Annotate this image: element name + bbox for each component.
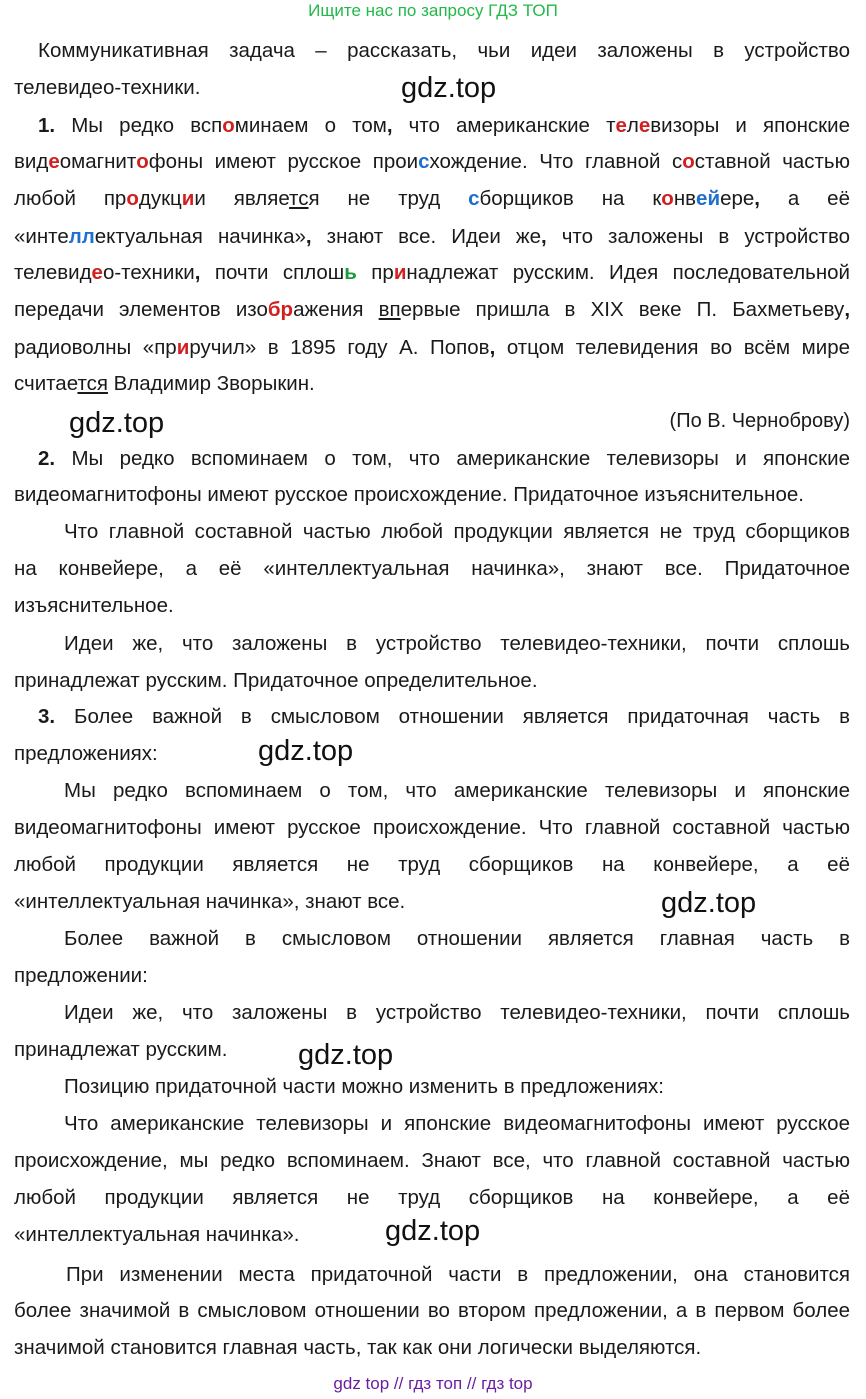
text1-line-6: передачи элементов изображения впервые пришла в XIX веке П. Бахметьеву, bbox=[14, 298, 851, 321]
intro-line-2: телевидео-техники. bbox=[14, 76, 201, 99]
text1-line-5: телевидео-техники, почти сплошь принадлежат русским. Идея последовательной bbox=[14, 261, 851, 284]
watermark: gdz.top bbox=[298, 1039, 394, 1071]
watermark: gdz.top bbox=[401, 72, 497, 104]
part3-line-9: Идеи же, что заложены в устройство телевидео-техники, почти сплошь bbox=[64, 1001, 850, 1024]
part3-line-14: любой продукции является не труд сборщиков на конвейере, а её bbox=[14, 1186, 850, 1209]
part2-line-7: принадлежат русским. Придаточное определительное. bbox=[14, 669, 538, 692]
text1-line-3: любой продукции является не труд сборщиков на конвейере, а её bbox=[14, 187, 850, 210]
part3-line-10: принадлежат русским. bbox=[14, 1038, 228, 1061]
part2-line-2: видеомагнитофоны имеют русское происхождение. Придаточное изъяснительное. bbox=[14, 483, 804, 506]
source-attribution: (По В. Черноброву) bbox=[669, 410, 850, 432]
part3-line-2: предложениях: bbox=[14, 742, 158, 765]
text1-line-1: 1. Мы редко вспоминаем о том, что американские телевизоры и японские bbox=[38, 114, 850, 137]
part3-line-11: Позицию придаточной части можно изменить в предложениях: bbox=[64, 1075, 664, 1098]
text1-line-8: считается Владимир Зворыкин. bbox=[14, 372, 315, 395]
text1-line-4: «интеллектуальная начинка», знают все. Идеи же, что заложены в устройство bbox=[14, 225, 851, 248]
text1-line-7: радиоволны «приручил» в 1895 году А. Попов, отцом телевидения во всём мире bbox=[14, 336, 850, 359]
part3-line-15: «интеллектуальная начинка». bbox=[14, 1223, 300, 1246]
watermark: gdz.top bbox=[385, 1215, 481, 1247]
part3-line-6: «интеллектуальная начинка», знают все. bbox=[14, 890, 406, 913]
part3-line-12: Что американские телевизоры и японские видеомагнитофоны имеют русское bbox=[64, 1112, 850, 1135]
part2-line-6: Идеи же, что заложены в устройство телевидео-техники, почти сплошь bbox=[64, 632, 850, 655]
part3-line-5: любой продукции является не труд сборщиков на конвейере, а её bbox=[14, 853, 850, 876]
part3-line-8: предложении: bbox=[14, 964, 148, 987]
header-link[interactable]: Ищите нас по запросу ГДЗ ТОП bbox=[308, 1, 558, 20]
watermark: gdz.top bbox=[69, 407, 165, 439]
part2-line-4: на конвейере, а её «интеллектуальная начинка», знают все. Придаточное bbox=[14, 557, 850, 580]
watermark: gdz.top bbox=[258, 735, 354, 767]
part2-line-1: 2. Мы редко вспоминаем о том, что американские телевизоры и японские bbox=[38, 447, 850, 470]
part2-line-3: Что главной составной частью любой продукции является не труд сборщиков bbox=[64, 520, 850, 543]
part2-line-5: изъяснительное. bbox=[14, 594, 174, 617]
part3-line-18: значимой становится главная часть, так как они логически выделяются. bbox=[14, 1336, 702, 1359]
part3-line-4: видеомагнитофоны имеют русское происхождение. Что главной составной частью bbox=[14, 816, 850, 839]
part3-line-1: 3. Более важной в смысловом отношении является придаточная часть в bbox=[38, 705, 850, 728]
part3-line-17: более значимой в смысловом отношении во втором предложении, а в первом более bbox=[14, 1299, 850, 1322]
footer-links[interactable]: gdz top // гдз топ // гдз top bbox=[333, 1374, 533, 1393]
part3-line-16: При изменении места придаточной части в предложении, она становится bbox=[66, 1263, 850, 1286]
part3-line-13: происхождение, мы редко вспоминаем. Знают все, что главной составной частью bbox=[14, 1149, 850, 1172]
watermark: gdz.top bbox=[661, 887, 757, 919]
intro-line-1: Коммуникативная задача – рассказать, чьи идеи заложены в устройство bbox=[38, 39, 850, 62]
part3-line-7: Более важной в смысловом отношении является главная часть в bbox=[64, 927, 850, 950]
text1-line-2: видеомагнитофоны имеют русское происхождение. Что главной составной частью bbox=[14, 150, 850, 173]
part3-line-3: Мы редко вспоминаем о том, что американские телевизоры и японские bbox=[64, 779, 850, 802]
